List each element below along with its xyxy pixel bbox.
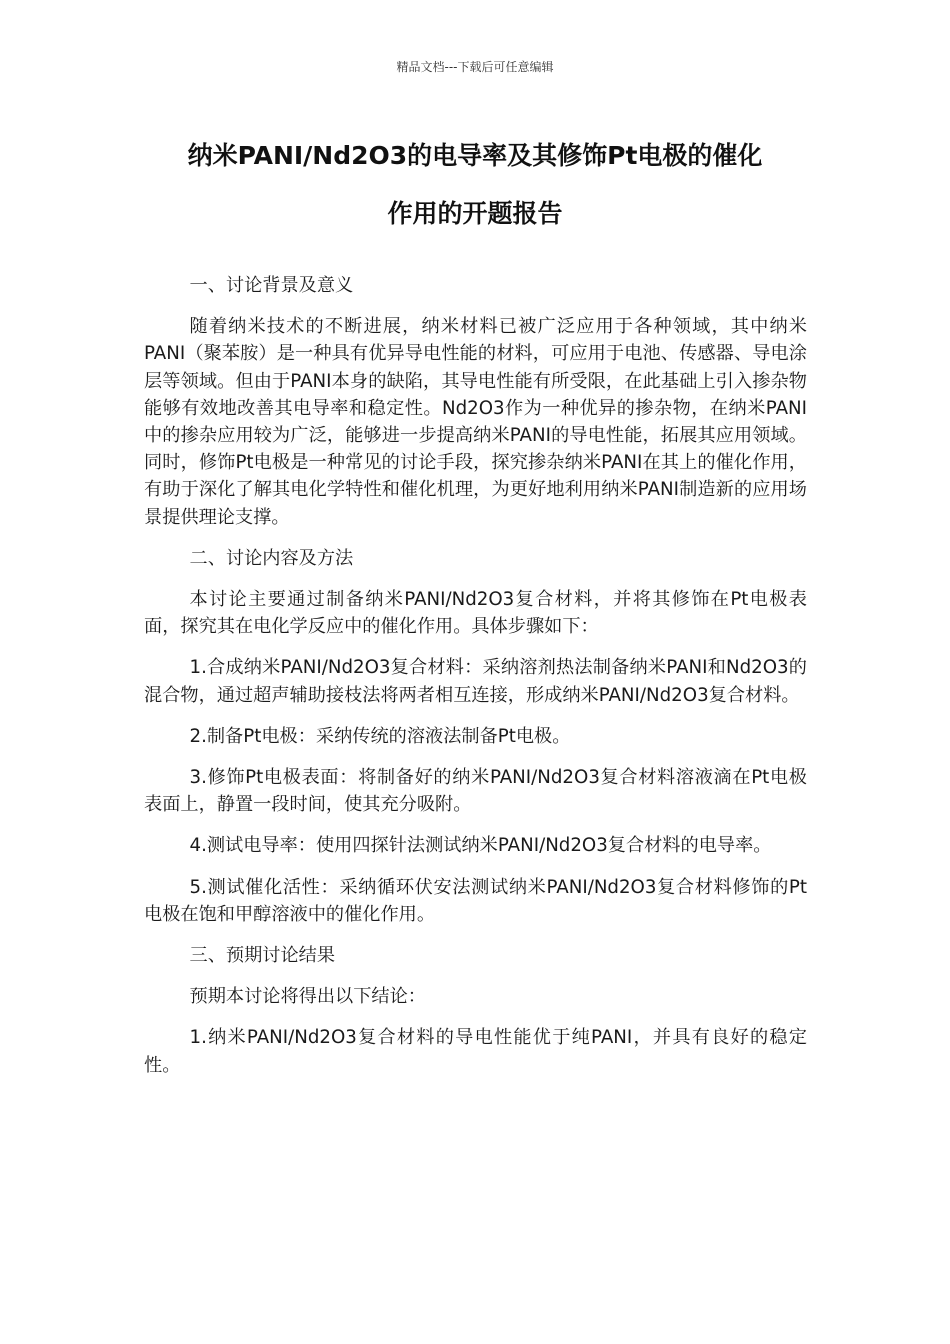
paragraph-methods-intro: 本讨论主要通过制备纳米PANI/Nd2O3复合材料，并将其修饰在Pt电极表面，探究其在电化学反应中的催化作用。具体步骤如下：: [144, 589, 807, 638]
method-step-3: 3.修饰Pt电极表面：将制备好的纳米PANI/Nd2O3复合材料溶液滴在Pt电极表面上，静置一段时间，使其充分吸附。: [144, 767, 807, 816]
page-header: 精品文档---下载后可任意编辑: [396, 60, 554, 74]
section-heading-methods: 二、讨论内容及方法: [189, 547, 354, 569]
method-step-5: 5.测试催化活性：采纳循环伏安法测试纳米PANI/Nd2O3复合材料修饰的Pt电极在饱和甲醇溶液中的催化作用。: [144, 876, 807, 925]
section-heading-background: 一、讨论背景及意义: [189, 275, 354, 296]
document-title-line-2: 作用的开题报告: [387, 199, 563, 228]
expected-result-1: 1.纳米PANI/Nd2O3复合材料的导电性能优于纯PANI，并具有良好的稳定性。: [144, 1027, 807, 1076]
paragraph-expected-intro: 预期本讨论将得出以下结论：: [189, 986, 426, 1008]
section-heading-expected-results: 三、预期讨论结果: [189, 945, 336, 967]
method-step-1: 1.合成纳米PANI/Nd2O3复合材料：采纳溶剂热法制备纳米PANI和Nd2O3的混合物，通过超声辅助接枝法将两者相互连接，形成纳米PANI/Nd2O3复合材料。: [144, 657, 807, 706]
document-title-line-1: 纳米PANI/Nd2O3的电导率及其修饰Pt电极的催化: [187, 141, 763, 170]
document-body: [144, 272, 807, 1093]
method-step-4: 4.测试电导率：使用四探针法测试纳米PANI/Nd2O3复合材料的电导率。: [189, 835, 772, 857]
method-step-2: 2.制备Pt电极：采纳传统的溶液法制备Pt电极。: [189, 725, 571, 747]
paragraph-background: 随着纳米技术的不断进展，纳米材料已被广泛应用于各种领域，其中纳米PANI（聚苯胺）是一种具有优异导电性能的材料，可应用于电池、传感器、导电涂层等领域。但由于PANI本身的缺陷，其导电性能有所受限，在此基础上引入掺杂物能够有效地改善其电导率和稳定性。Nd2O3作为一种优异的掺杂物，在纳米PANI中的掺杂应用较为广泛，能够进一步提高纳米PANI的导电性能，拓展其应用领域。同时，修饰Pt电极是一种常见的讨论手段，探究掺杂纳米PANI在其上的催化作用，有助于深化了解其电化学特性和催化机理，为更好地利用纳米PANI制造新的应用场景提供理论支撑。: [144, 316, 807, 528]
